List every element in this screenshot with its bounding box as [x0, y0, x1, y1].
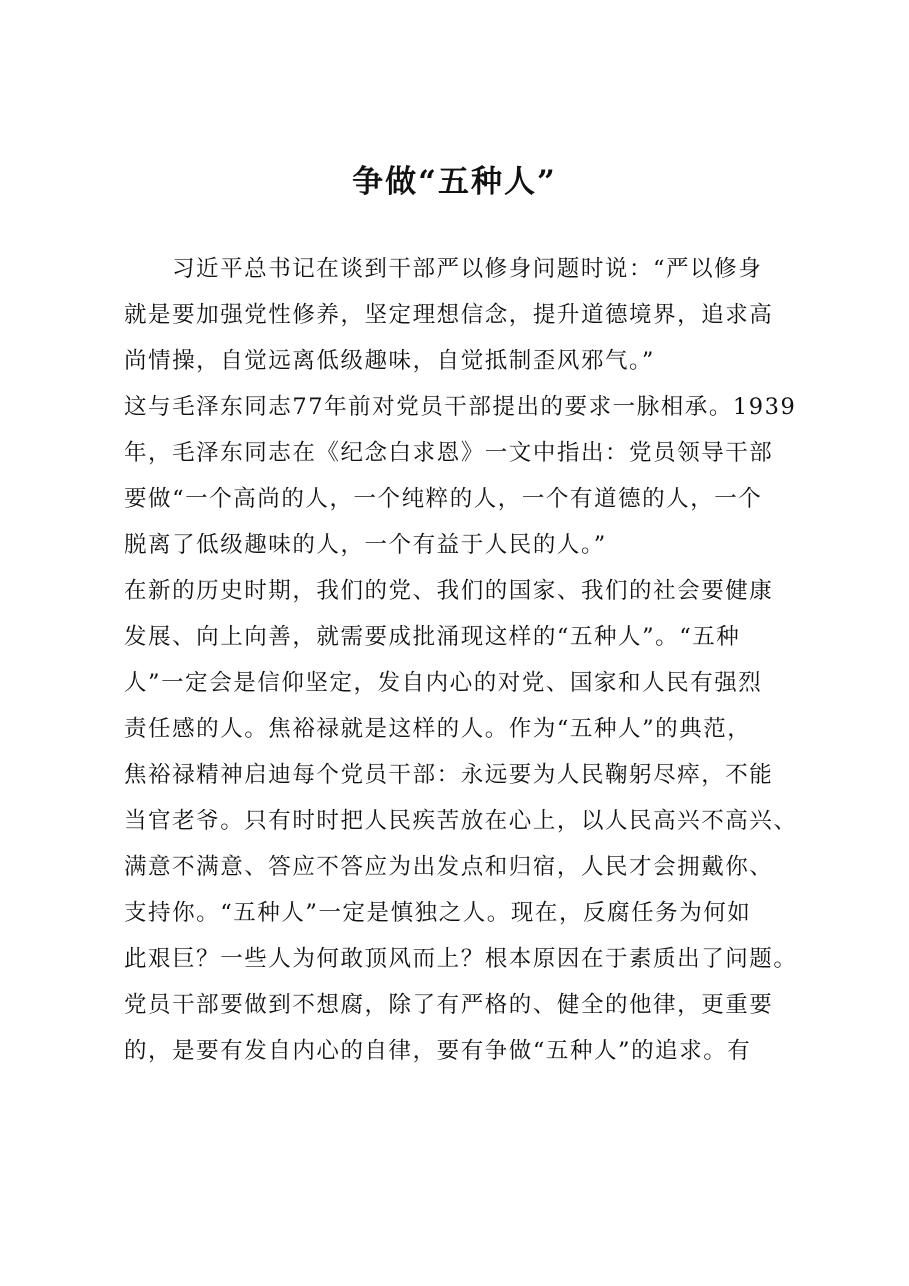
paragraph-line: 就是要加强党性修养，坚定理想信念，提升道德境界，追求高: [124, 302, 774, 328]
document-body: [124, 246, 814, 1074]
document-title: 争做“五种人”: [352, 164, 557, 200]
paragraph-line: 此艰巨？一些人为何敢顶风而上？根本原因在于素质出了问题。: [124, 946, 798, 972]
paragraph-line: 焦裕禄精神启迪每个党员干部：永远要为人民鞠躬尽瘁，不能: [124, 762, 774, 788]
paragraph-line: 脱离了低级趣味的人，一个有益于人民的人。”: [124, 532, 607, 558]
paragraph-line: 人”一定会是信仰坚定，发自内心的对党、国家和人民有强烈: [124, 670, 763, 696]
paragraph-line: 满意不满意、答应不答应为出发点和归宿，人民才会拥戴你、: [124, 854, 774, 880]
paragraph-line: 的，是要有发自内心的自律，要有争做“五种人”的追求。有: [124, 1038, 752, 1064]
paragraph-line: 当官老爷。只有时时把人民疾苦放在心上，以人民高兴不高兴、: [124, 808, 798, 834]
paragraph-line: 责任感的人。焦裕禄就是这样的人。作为“五种人”的典范，: [124, 716, 752, 742]
paragraph-line: 尚情操，自觉远离低级趣味，自觉抵制歪风邪气。”: [124, 348, 655, 374]
paragraph-line: 在新的历史时期，我们的党、我们的国家、我们的社会要健康: [124, 578, 774, 604]
paragraph-line: 这与毛泽东同志77年前对党员干部提出的要求一脉相承。1939: [124, 394, 797, 420]
paragraph-line: 要做“一个高尚的人，一个纯粹的人，一个有道德的人，一个: [124, 486, 763, 512]
paragraph-line: 年，毛泽东同志在《纪念白求恩》一文中指出：党员领导干部: [124, 440, 774, 466]
paragraph-line: 习近平总书记在谈到干部严以修身问题时说：“严以修身: [172, 256, 763, 282]
paragraph-line: 发展、向上向善，就需要成批涌现这样的“五种人”。“五种: [124, 624, 741, 650]
paragraph-line: 支持你。“五种人”一定是慎独之人。现在，反腐任务为何如: [124, 900, 752, 926]
paragraph-line: 党员干部要做到不想腐，除了有严格的、健全的他律，更重要: [124, 992, 774, 1018]
